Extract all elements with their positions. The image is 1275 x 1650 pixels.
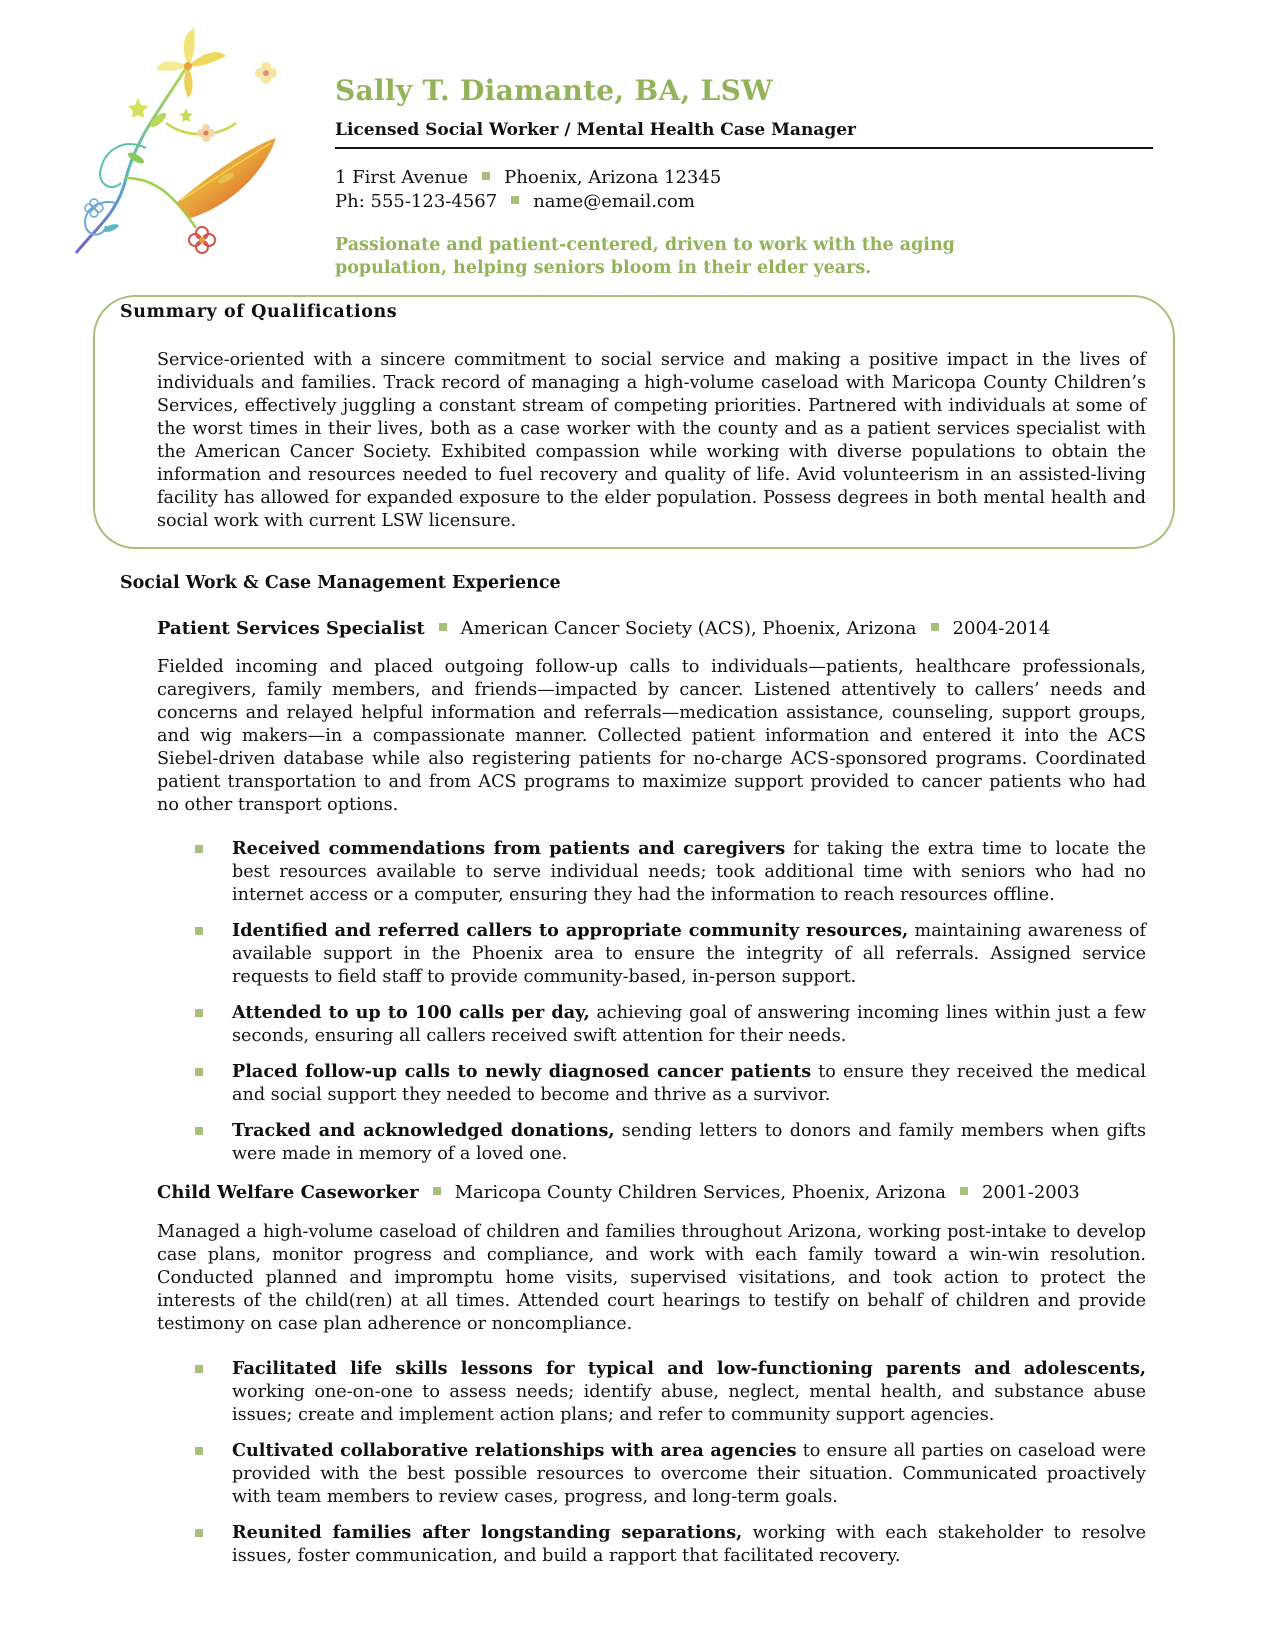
bullet-highlight: Received commendations from patients and caregivers <box>232 838 786 859</box>
list-item <box>157 1060 1146 1107</box>
city-state-zip: Phoenix, Arizona 12345 <box>504 167 722 188</box>
job-bullets <box>157 1357 1146 1568</box>
bullet-highlight: Cultivated collaborative relationships with area agencies <box>232 1440 797 1461</box>
job-employer: American Cancer Society (ACS), Phoenix, Arizona <box>460 618 917 639</box>
candidate-name: Sally T. Diamante, BA, LSW <box>335 74 773 107</box>
bullet-text: to ensure all parties on caseload were provided with the best possible resources to overcome their situation. Communicated proactively with team members to review cases, progress, and long-term goals. <box>232 1441 1146 1507</box>
job-description: Managed a high-volume caseload of children and families throughout Arizona, working post-intake to develop case plans, monitor progress and compliance, and work with each family toward a win-win resolution. Conducted planned and impromptu home visits, supervised visitations, and took action to protect the interests of the child(ren) at all times. Attended court hearings to testify on behalf of children and provide testimony on case plan adherence or noncompliance. <box>157 1222 1146 1334</box>
bullet-highlight: Facilitated life skills lessons for typical and low-functioning parents and adolescents, <box>232 1358 1146 1379</box>
bullet-square-icon <box>195 1365 203 1373</box>
bullet-text: maintaining awareness of available support in the Phoenix area to ensure the integrity of all referrals. Assigned service requests to field staff to provide community-based, in-person support. <box>232 921 1146 987</box>
bullet-text: for taking the extra time to locate the best resources available to serve individual needs; took additional time with seniors who had no internet access or a computer, ensuring they had the information to reach resources offline. <box>232 839 1147 905</box>
email-address: name@email.com <box>533 191 695 212</box>
list-item <box>157 837 1146 907</box>
experience-title: Social Work & Case Management Experience <box>120 573 561 593</box>
bullet-highlight: Tracked and acknowledged donations, <box>232 1120 615 1141</box>
bullet-square-icon <box>195 1009 203 1017</box>
floral-ornament-icon <box>66 28 316 278</box>
bullet-text: sending letters to donors and family members when gifts were made in memory of a loved one. <box>232 1121 1147 1164</box>
bullet-square-icon <box>195 1529 203 1537</box>
header-divider <box>335 147 1153 149</box>
list-item <box>157 1357 1146 1427</box>
bullet-highlight: Reunited families after longstanding separations, <box>232 1522 743 1543</box>
job-employer: Maricopa County Children Services, Phoenix, Arizona <box>454 1182 946 1203</box>
job-role: Patient Services Specialist <box>157 618 425 639</box>
job-bullets <box>157 837 1146 1166</box>
job-dates: 2004-2014 <box>952 618 1051 639</box>
street-address: 1 First Avenue <box>335 167 469 188</box>
bullet-highlight: Attended to up to 100 calls per day, <box>232 1002 590 1023</box>
phone-number: Ph: 555-123-4567 <box>335 191 498 212</box>
summary-title: Summary of Qualifications <box>120 302 398 322</box>
list-item <box>157 1439 1146 1509</box>
contact-block <box>335 166 721 214</box>
job-heading <box>157 618 1050 639</box>
bullet-text: working one-on-one to assess needs; identify abuse, neglect, mental health, and substance abuse issues; create and implement action plans; and refer to community support agencies. <box>232 1382 1146 1425</box>
list-item <box>157 1001 1146 1048</box>
job-description: Fielded incoming and placed outgoing follow-up calls to individuals—patients, healthcare professionals, caregivers, family members, and friends—impacted by cancer. Listened attentively to callers’ needs and concerns and relayed helpful information and referrals—medication assistance, counseling, support groups, and wig makers—in a compassionate manner. Collected patient information and entered it into the ACS Siebel-driven database while also registering patients for no-charge ACS-sponsored programs. Coordinated patient transportation to and from ACS programs to maximize support provided to cancer patients who had no other transport options. <box>157 657 1146 815</box>
summary-text: Service-oriented with a sincere commitment to social service and making a positive impact in the lives of individuals and families. Track record of managing a high-volume caseload with Maricopa County Children’s Services, effectively juggling a constant stream of competing priorities. Partnered with individuals at some of the worst times in their lives, both as a case worker with the county and as a patient services specialist with the American Cancer Society. Exhibited compassion while working with diverse populations to obtain the information and resources needed to fuel recovery and quality of life. Avid volunteerism in an assisted-living facility has allowed for expanded exposure to the elder population. Possess degrees in both mental health and social work with current LSW licensure. <box>157 350 1146 531</box>
list-item <box>157 919 1146 989</box>
job-dates: 2001-2003 <box>981 1182 1080 1203</box>
bullet-square-icon <box>195 1447 203 1455</box>
separator-square-icon <box>931 623 939 631</box>
bullet-square-icon <box>195 927 203 935</box>
separator-square-icon <box>439 623 447 631</box>
bullet-square-icon <box>195 1068 203 1076</box>
separator-square-icon <box>433 1187 441 1195</box>
bullet-square-icon <box>195 1127 203 1135</box>
bullet-square-icon <box>195 845 203 853</box>
separator-square-icon <box>511 196 519 204</box>
separator-square-icon <box>960 1187 968 1195</box>
address-line <box>335 166 721 190</box>
separator-square-icon <box>482 172 490 180</box>
bullet-text: working with each stakeholder to resolve issues, foster communication, and build a rapport that facilitated recovery. <box>232 1523 1146 1566</box>
bullet-highlight: Identified and referred callers to appropriate community resources, <box>232 920 909 941</box>
bullet-text: to ensure they received the medical and social support they needed to become and thrive as a survivor. <box>232 1062 1146 1105</box>
bullet-highlight: Placed follow-up calls to newly diagnosed cancer patients <box>232 1061 812 1082</box>
tagline: Passionate and patient-centered, driven to work with the aging population, helping seniors bloom in their elder years. <box>335 235 955 278</box>
list-item <box>157 1521 1146 1568</box>
phone-email-line <box>335 190 721 214</box>
job-heading <box>157 1182 1080 1203</box>
list-item <box>157 1119 1146 1166</box>
job-role: Child Welfare Caseworker <box>157 1182 419 1203</box>
professional-headline: Licensed Social Worker / Mental Health Case Manager <box>335 120 856 140</box>
bullet-text: achieving goal of answering incoming lines within just a few seconds, ensuring all callers received swift attention for their needs. <box>232 1003 1147 1046</box>
